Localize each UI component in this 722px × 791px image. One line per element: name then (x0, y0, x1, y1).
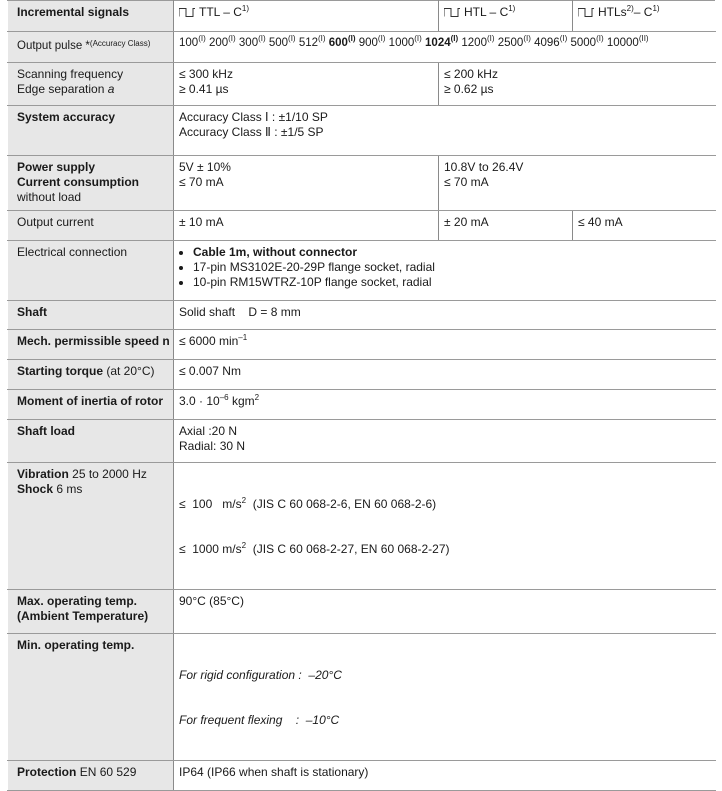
list-item: • 10-pin RM15WTRZ-10P flange socket, radial (193, 275, 710, 290)
pulse-value: $4096^{(I)}$ (534, 34, 568, 49)
electrical-values (174, 241, 716, 301)
electrical-row (8, 241, 716, 301)
accuracy-row (8, 106, 716, 156)
output-current-htls: ≤ 40 mA (573, 211, 716, 241)
output-pulse-label: Output pulse *$^{(Accuracy Class)}$ (8, 32, 174, 63)
inertia-label: Moment of inertia of rotor (8, 390, 174, 420)
min-temp-value: For rigid configuration : –20°C For frequent flexing : –10°C (174, 634, 716, 761)
pulse-value: $200^{(I)}$ (208, 34, 236, 49)
pulse-value: $1024^{(I)}$ (425, 34, 459, 49)
max-temp-label: Max. operating temp. (Ambient Temperature) (8, 590, 174, 634)
shaft-value: Solid shaft D = 8 mm (174, 301, 716, 330)
pulse-value: $600^{(I)}$ (328, 34, 356, 49)
shaft-row (8, 301, 716, 330)
vibration-value: ≤ 100 $m/s^2$ (JIS C 60 068-2-6, EN 60 068-2-6) ≤ 1000 $m/s^2$ (JIS C 60 068-2-27, EN 60 068-2-27) (174, 463, 716, 590)
power-htl: 10.8V to 26.4V ≤ 70 mA (439, 156, 716, 211)
shaft-load-value: Axial :20 N Radial: 30 N (174, 420, 716, 463)
protection-label: Protection EN 60 529 (8, 761, 174, 791)
output-current-ttl: ± 10 mA (174, 211, 439, 241)
min-temp-label: Min. operating temp. (8, 634, 174, 761)
square-wave-icon (179, 8, 195, 17)
pulse-value: $100^{(I)}$ (179, 34, 206, 49)
accuracy-values: Accuracy Class Ⅰ : ±1/10 SP Accuracy Class Ⅱ : ±1/5 SP (174, 106, 716, 156)
torque-label: Starting torque (at 20°C) (8, 360, 174, 390)
header-htl-text: HTL – C (464, 5, 509, 19)
pulse-value: $300^{(I)}$ (238, 34, 266, 49)
pulse-value: $2500^{(I)}$ (497, 34, 531, 49)
header-ttl: TTL – $C^{1)}$ (174, 1, 439, 32)
spec-table (7, 0, 716, 791)
output-current-htl: ± 20 mA (439, 211, 573, 241)
power-row (8, 156, 716, 211)
list-item: • Cable 1m, without connector (193, 245, 710, 260)
shaft-load-label: Shaft load (8, 420, 174, 463)
output-current-label: Output current (8, 211, 174, 241)
pulse-value: $1000^{(I)}$ (388, 34, 422, 49)
shaft-label: Shaft (8, 301, 174, 330)
pulse-value: $1200^{(I)}$ (461, 34, 495, 49)
protection-row (8, 761, 716, 791)
accuracy-label: System accuracy (8, 106, 174, 156)
scanning-label: Scanning frequency Edge separation a (8, 63, 174, 106)
header-htls-text: HTLs (598, 5, 627, 19)
max-temp-row (8, 590, 716, 634)
scanning-row (8, 63, 716, 106)
inertia-row (8, 390, 716, 420)
header-ttl-text: TTL – C (199, 5, 242, 19)
output-pulse-values (174, 32, 716, 63)
shaft-load-row (8, 420, 716, 463)
pulse-value: $10000^{(II)}$ (606, 34, 649, 49)
list-item: • 17-pin MS3102E-20-29P flange socket, radial (193, 260, 710, 275)
header-row (8, 1, 716, 32)
pulse-value: $500^{(I)}$ (268, 34, 296, 49)
square-wave-icon (578, 8, 594, 17)
inertia-value: $3.0 \cdot 10^{-6}$ kgm$^2$ (174, 390, 716, 420)
vibration-row (8, 463, 716, 590)
header-label: Incremental signals (8, 1, 174, 32)
square-wave-icon (444, 8, 460, 17)
max-temp-value: 90°C (85°C) (174, 590, 716, 634)
pulse-value: $512^{(I)}$ (298, 34, 326, 49)
speed-value: ≤ 6000 $\min^{-1}$ (174, 330, 716, 360)
scanning-ttl: ≤ 300 kHz ≥ 0.41 µs (174, 63, 439, 106)
header-htl: HTL – $C^{1)}$ (439, 1, 573, 32)
min-temp-row (8, 634, 716, 761)
torque-row (8, 360, 716, 390)
output-current-row (8, 211, 716, 241)
pulse-value: $5000^{(I)}$ (570, 34, 604, 49)
output-pulse-row (8, 32, 716, 63)
power-label: Power supply Current consumption without load (8, 156, 174, 211)
pulse-value: $900^{(I)}$ (358, 34, 386, 49)
torque-value: ≤ 0.007 Nm (174, 360, 716, 390)
electrical-label: Electrical connection (8, 241, 174, 301)
power-ttl: 5V ± 10% ≤ 70 mA (174, 156, 439, 211)
scanning-htl: ≤ 200 kHz ≥ 0.62 µs (439, 63, 716, 106)
header-htls: HTLs$^{2)}$– $C^{1)}$ (573, 1, 716, 32)
vibration-label: Vibration 25 to 2000 Hz Shock 6 ms (8, 463, 174, 590)
speed-label: Mech. permissible speed n (8, 330, 174, 360)
speed-row (8, 330, 716, 360)
protection-value: IP64 (IP66 when shaft is stationary) (174, 761, 716, 791)
